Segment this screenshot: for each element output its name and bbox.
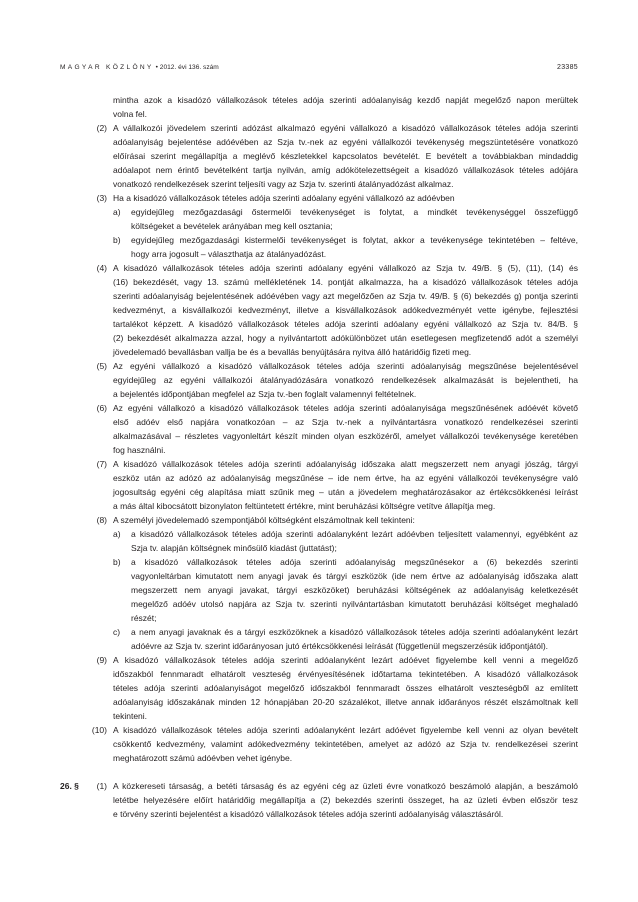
text-line: adóalanyiság időszakának minden 12 hónapjában 20-20 százalékot, illetve annak időarányos részét elszámoltnak kell <box>113 697 578 707</box>
text-line: tartalékot képzett. A kisadózó vállalkozások tételes adója szerinti adóalany egyéni vállalkozó az Szja tv. 84/B. § <box>113 319 578 329</box>
text-line: e törvény szerinti bejelentést a kisadózó vállalkozások tételes adója szerinti adóalanyiság választásáról. <box>113 809 504 819</box>
text-line: meghatározott számú adóévben vehet igénybe. <box>113 753 293 763</box>
text-line: Szja tv. alapján költségnek minősülő kiadást (juttatást); <box>131 543 337 553</box>
paragraph-number: (2) <box>96 123 107 133</box>
paragraph-number: (6) <box>96 403 107 413</box>
text-line: a bejelentés időpontjában megfelel az Szja tv.-ben foglalt valamennyi feltételnek. <box>113 389 417 399</box>
text-line: részét; <box>131 613 157 623</box>
paragraph <box>96 359 578 401</box>
text-line: mintha azok a kisadózó vállalkozások tételes adója szerinti adóalanyiság kezdő napját megelőző napon merültek <box>113 95 578 105</box>
text-line: volna fel. <box>113 109 148 119</box>
text-line: egyidejűleg mezőgazdasági kistermelői tevékenységet is folytat, akkor a tevékenysége tekintetében – feltéve, <box>131 235 578 245</box>
list-item <box>113 205 578 233</box>
paragraph <box>96 653 578 723</box>
text-line: megszerzett nem anyagi javakat, tárgyi eszközöket) beruházási költségének az adóalanyiság keletkezését <box>131 585 578 595</box>
page-header <box>60 63 578 73</box>
paragraph-number: (4) <box>96 263 107 273</box>
text-line: A személyi jövedelemadó szempontjából költségként elszámoltnak kell tekinteni: <box>113 515 415 525</box>
paragraph <box>96 261 578 359</box>
paragraph <box>96 121 578 191</box>
text-line: jogosultság egyéni cég alapítása miatt szűnik meg – után a jövedelem meghatározásakor az értékcsökkenési leírást <box>113 487 578 497</box>
journal-title: MAGYAR KÖZLÖNY <box>60 64 154 71</box>
text-line: alkalmazásával – részletes vagyonleltárt készít minden olyan eszközéről, amelyet vállalkozói tevékenysége keretében <box>113 431 578 441</box>
text-line: a más által kibocsátott bizonylaton feltüntetett értékre, mint beruházási költségre vetítve állapítja meg. <box>113 501 496 511</box>
text-line: A kisadózó vállalkozások tételes adója szerinti adóalanyiság időszaka alatt megszerzett nem anyagi jószág, tárgyi <box>113 459 578 469</box>
text-line: vonatkozó rendelkezések szerint teljesíti vagy az Szja tv. szerinti átalányadózást alkalmaz. <box>113 179 454 189</box>
list-item <box>113 527 578 555</box>
item-label: a) <box>113 207 121 217</box>
paragraph-number: (1) <box>96 781 107 791</box>
paragraph-number: (10) <box>91 725 107 735</box>
page-number: 23385 <box>557 64 578 71</box>
text-line: megelőző adóév utolsó napjára az Szja tv. szerinti nyilvántartásban kimutatott beruházási költséget meghaladó <box>131 599 578 609</box>
text-line: hogy arra jogosult – választhatja az átalányadózást. <box>131 249 327 259</box>
section-26 <box>60 779 578 821</box>
text-line: szerinti adóalanyiság bejelentésének adóévében vagy azt megelőzően az Szja tv. 49/B. § (6) bekezdés g) pontja szerinti <box>113 291 578 301</box>
text-line: Ha a kisadózó vállalkozások tételes adója szerinti adóalany egyéni vállalkozó az adóévben <box>113 193 455 203</box>
paragraph <box>96 191 578 261</box>
item-label: b) <box>113 235 121 245</box>
text-line: adóalapot nem érintő bevételként tartja nyilván, amíg adókötelezettségeit a kisadózó vállalkozások tételes adójára <box>113 165 578 175</box>
text-line: tekinteni. <box>113 711 148 721</box>
text-line: időszakból fennmaradt elhatárolt veszteség érvényesítésének időtartama tekintetében. A kisadózó vállalkozások <box>113 669 578 679</box>
paragraph-number: (3) <box>96 193 107 203</box>
text-line: egyidejűleg mezőgazdasági őstermelői tevékenységet is folytat, a mindkét tevékenységgel összefüggő <box>131 207 578 217</box>
text-line: adóalanyiság bejelentése adóévében az Szja tv.-nek az egyéni vállalkozói tevékenység megszüntetésére vonatkozó <box>113 137 578 147</box>
item-label: a) <box>113 529 121 539</box>
text-line: vagyonleltárban kimutatott nem anyagi javak és tárgyi eszközök (ide nem értve az adóalanyiság időszaka alatt <box>131 571 578 581</box>
text-line: A vállalkozói jövedelem szerinti adózást alkalmazó egyéni vállalkozó a kisadózó vállalkozások tételes adója szerinti <box>113 123 578 133</box>
text-line: kedvezményt, a kisvállalkozói kedvezményt, illetve a kisvállalkozások adókedvezményét vette igénybe, fejlesztési <box>113 305 578 315</box>
text-line: a kisadózó vállalkozások tételes adója szerinti adóalanyként lezárt adóévben teljesített valamennyi, egyébként az <box>131 529 578 539</box>
text-line: letétbe helyezésére előírt határidőig megállapítja a (2) bekezdés szerinti összeget, ha az üzleti évben először tesz <box>113 795 578 805</box>
list-item <box>113 625 578 653</box>
text-line: A kisadózó vállalkozások tételes adója szerinti adóalany egyéni vállalkozó az Szja tv. 49/B. § (5), (11), (14) és <box>113 263 578 273</box>
text-line: Az egyéni vállalkozó a kisadózó vállalkozások tételes adója szerinti adóalanyisága megszűnésének adóévét követő <box>113 403 578 413</box>
text-line: előírásai szerint megállapítja a meglévő készletekkel kapcsolatos bevételét. E bevételt a továbbiakban mindaddig <box>113 151 578 161</box>
text-line: a nem anyagi javaknak és a tárgyi eszközöknek a kisadózó vállalkozások tételes adója szerinti adóalanyként lezárt <box>131 627 578 637</box>
paragraph-number: (5) <box>96 361 107 371</box>
paragraph <box>96 513 578 653</box>
text-line: egyidejűleg az egyéni vállalkozói átalányadózására vonatkozó rendelkezések alkalmazását is bejelentheti, ha <box>113 375 578 385</box>
paragraph <box>91 723 578 765</box>
paragraph-number: (7) <box>96 459 107 469</box>
paragraph-number: (9) <box>96 655 107 665</box>
paragraph <box>96 401 578 457</box>
text-line: adóévre az Szja tv. szerint időarányosan jutó értékcsökkenési leírását (függetlenül megszerzésük időpontjától). <box>131 641 549 651</box>
text-line: jövedelemadó bevallásban vallja be és a bevallás benyújtására nyitva álló határidőig fizeti meg. <box>113 347 472 357</box>
section-mark: 26. § <box>60 781 79 791</box>
text-line: csökkentő kedvezmény, valamint adókedvezmény tekintetében, amelyet az adózó az Szja tv. rendelkezései szerint <box>113 739 578 749</box>
paragraph <box>96 457 578 513</box>
text-line: A kisadózó vállalkozások tételes adója szerinti adóalanyként lezárt adóévet figyelembe kell venni a megelőző <box>113 655 578 665</box>
text-line: eszköz után az adózó az adóalanyiság megszűnése – ide nem értve, ha az egyéni vállalkozói tevékenységre való <box>113 473 578 483</box>
list-item <box>113 233 578 261</box>
item-label: b) <box>113 557 121 567</box>
text-line: Az egyéni vállalkozó a kisadózó vállalkozások tételes adója szerinti adóalanyiság megszűnése bejelentésével <box>113 361 578 371</box>
document-body <box>0 93 638 821</box>
text-line: első adóév első napjára vonatkozóan – az Szja tv.-nek a nyilvántartásra vonatkozó rendelkezései szerinti <box>113 417 578 427</box>
text-line: tételes adója szerinti adóalanyiságot megelőző időszakból fennmaradt összes elhatárolt veszteségből az említett <box>113 683 578 693</box>
text-line: fog használni. <box>113 445 166 455</box>
issue-info: • 2012. évi 136. szám <box>155 64 219 71</box>
paragraph <box>113 93 578 121</box>
paragraph-number: (8) <box>96 515 107 525</box>
text-line: (16) bekezdését, vagy 13. számú mellékletének 14. pontját alkalmazza, ha a kisadózó vállalkozások tételes adója <box>113 277 578 287</box>
text-line: A közkereseti társaság, a betéti társaság és az egyéni cég az üzleti évre vonatkozó beszámoló alapján, a beszámoló <box>113 781 578 791</box>
text-line: A kisadózó vállalkozások tételes adója szerinti adóalanyként lezárt adóévet figyelembe kell venni az olyan bevételt <box>113 725 578 735</box>
text-line: a kisadózó vállalkozások tételes adója szerinti adóalanyiság megszűnésekor a (6) bekezdés szerinti <box>131 557 578 567</box>
list-item <box>113 555 578 625</box>
item-label: c) <box>113 627 121 637</box>
text-line: költségeket a bevételek arányában meg kell osztania; <box>131 221 333 231</box>
text-line: (2) bekezdését alkalmazza azzal, hogy a nyilvántartott adókülönbözet után esetlegesen megfizetendő adót a személyi <box>113 333 578 343</box>
